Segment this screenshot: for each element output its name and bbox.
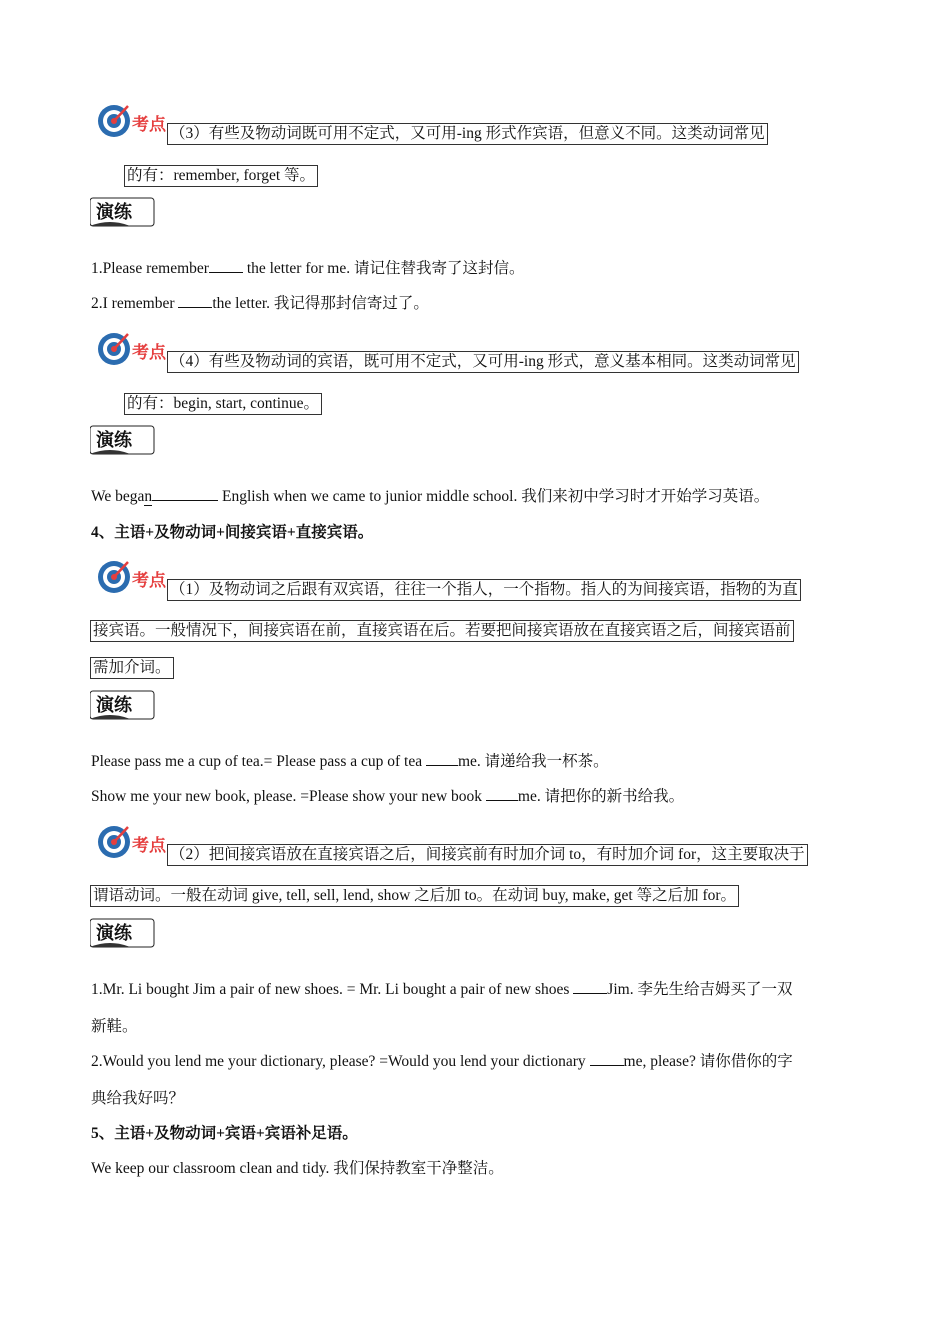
exercise-line: 新鞋。: [91, 1018, 138, 1035]
blank[interactable]: [486, 786, 518, 801]
kaodian-target-icon: [96, 100, 166, 140]
kaodian-target-icon: [96, 556, 166, 596]
svg-text:考点: 考点: [132, 343, 166, 363]
svg-text:演练: 演练: [96, 923, 132, 944]
blank[interactable]: [590, 1051, 624, 1066]
blank[interactable]: [573, 979, 607, 994]
svg-text:考点: 考点: [132, 836, 166, 856]
yanlian-practice-icon: [90, 689, 156, 721]
point-box-line: （4）有些及物动词的宾语，既可用不定式，又可用-ing 形式，意义基本相同。这类动词常见: [167, 351, 799, 373]
exercise-line: 1.Mr. Li bought Jim a pair of new shoes. = Mr. Li bought a pair of new shoes Jim. 李先生给吉姆买了一双: [91, 981, 793, 998]
point-box-line: 的有：begin, start, continue。: [124, 393, 322, 415]
kaodian-target-icon: [96, 328, 166, 368]
section-heading: 4、主语+及物动词+间接宾语+直接宾语。: [91, 524, 374, 541]
point-box-line: 接宾语。一般情况下，间接宾语在前，直接宾语在后。若要把间接宾语放在直接宾语之后，间接宾语前: [90, 620, 794, 642]
section-heading: 5、主语+及物动词+宾语+宾语补足语。: [91, 1125, 358, 1142]
blank[interactable]: [178, 293, 212, 308]
yanlian-practice-icon: [90, 917, 156, 949]
exercise-line: Show me your new book, please. =Please show your new book me. 请把你的新书给我。: [91, 788, 685, 805]
exercise-line: 1.Please remember the letter for me. 请记住替我寄了这封信。: [91, 260, 525, 277]
svg-text:演练: 演练: [96, 430, 132, 451]
blank[interactable]: [209, 258, 243, 273]
exercise-line: 2.I remember the letter. 我记得那封信寄过了。: [91, 295, 429, 312]
svg-text:演练: 演练: [96, 695, 132, 716]
exercise-line: 典给我好吗？: [91, 1090, 185, 1107]
point-box-line: 需加介词。: [90, 657, 174, 679]
example-line: We keep our classroom clean and tidy. 我们保持教室干净整洁。: [91, 1160, 504, 1177]
yanlian-practice-icon: [90, 424, 156, 456]
point-box-line: （1）及物动词之后跟有双宾语，往往一个指人，一个指物。指人的为间接宾语，指物的为直: [167, 579, 801, 601]
exercise-line: Please pass me a cup of tea.= Please pass a cup of tea me. 请递给我一杯茶。: [91, 753, 609, 770]
yanlian-practice-icon: [90, 196, 156, 228]
svg-text:演练: 演练: [96, 202, 132, 223]
svg-text:考点: 考点: [132, 115, 166, 135]
point-box-line: （3）有些及物动词既可用不定式，又可用-ing 形式作宾语，但意义不同。这类动词常见: [167, 123, 768, 145]
exercise-line: 2.Would you lend me your dictionary, please? =Would you lend your dictionary me, please? 请你借你的字: [91, 1053, 793, 1070]
point-box-line: 的有：remember, forget 等。: [124, 165, 318, 187]
point-box-line: 谓语动词。一般在动词 give, tell, sell, lend, show 之后加 to。在动词 buy, make, get 等之后加 for。: [90, 885, 739, 907]
blank[interactable]: [426, 751, 458, 766]
svg-text:考点: 考点: [132, 571, 166, 591]
blank[interactable]: [152, 486, 218, 501]
exercise-line: We began English when we came to junior middle school. 我们来初中学习时才开始学习英语。: [91, 488, 770, 505]
kaodian-target-icon: [96, 821, 166, 861]
point-box-line: （2）把间接宾语放在直接宾语之后，间接宾前有时加介词 to，有时加介词 for，这主要取决于: [167, 844, 808, 866]
